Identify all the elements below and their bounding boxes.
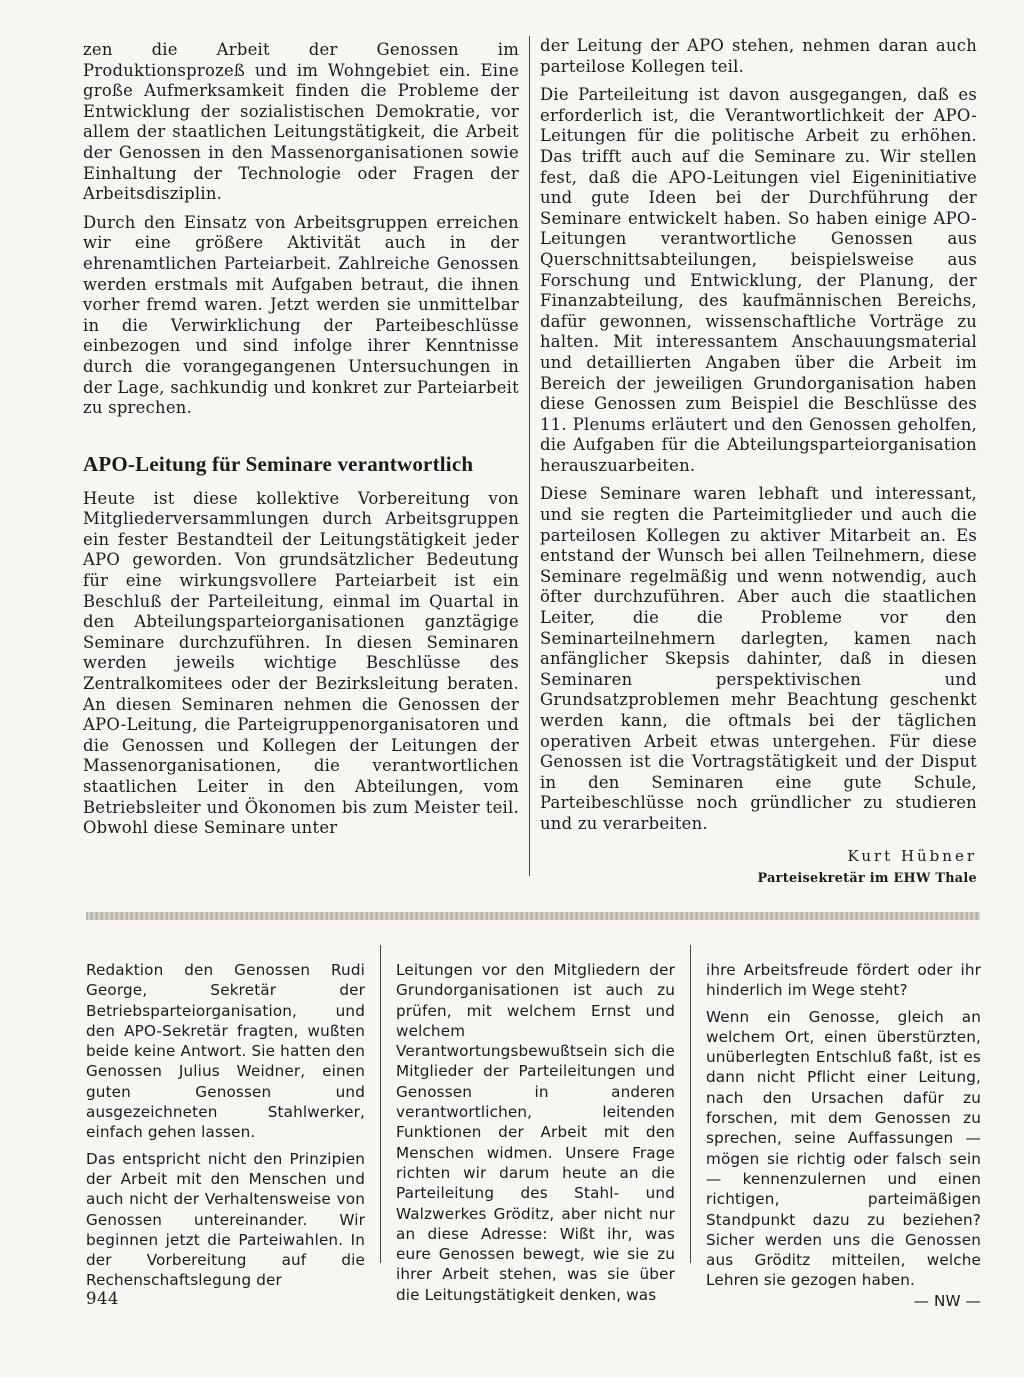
- paragraph: Heute ist diese kollektive Vorbereitung von Mitgliederversammlungen durch Arbeitsgruppen ein fester Bestandteil der Leitungstätigkeit jeder APO geworden. Von grundsätzlicher Bedeutung für eine wirkungsvollere Parteiarbeit ist ein Beschluß der Parteileitung, einmal im Quartal in den Abteilungsparteiorganisationen ganztägige Seminare durchzuführen. In diesen Seminaren werden jeweils wichtige Beschlüsse des Zentralkomitees oder der Bezirksleitung beraten. An diesen Seminaren nehmen die Genossen der APO-Leitung, die Parteigruppenorganisatoren und die Genossen und Kollegen der Leitungen der Massenorganisationen, die verantwortlichen staatlichen Leiter in den Abteilungen, vom Betriebsleiter und Ökonomen bis zum Meister teil. Obwohl diese Seminare unter: [83, 488, 519, 838]
- paragraph: Das entspricht nicht den Prinzipien der Arbeit mit den Menschen und auch nicht der Verhaltensweise von Genossen untereinander. Wir beginnen jetzt die Parteiwahlen. In der Vorbereitung auf die Rechenschaftslegung der: [86, 1149, 365, 1290]
- author-name: Kurt Hübner: [847, 846, 977, 865]
- paragraph: Leitungen vor den Mitgliedern der Grundorganisationen ist auch zu prüfen, mit welchem Ernst und welchem Verantwortungsbewußtsein sich die Mitglieder der Parteileitungen und Genossen in anderen verantwortlichen, leitenden Funktionen der Arbeit mit den Menschen widmen. Unsere Frage richten wir darum heute an die Parteileitung des Stahl- und Walzwerkes Gröditz, aber nicht nur an diese Adresse: Wißt ihr, was eure Genossen bewegt, wie sie zu ihrer Arbeit stehen, was sie über die Leitungstätigkeit denken, was: [396, 961, 675, 1304]
- paragraph: Diese Seminare waren lebhaft und interessant, und sie regten die Parteimitglieder und auch die parteilosen Kollegen zu aktiver Mitarbeit an. Es entstand der Wunsch bei allen Teilnehmern, diese Seminare regelmäßig und wenn notwendig, auch öfter durchzuführen. Aber auch die staatlichen Leiter, die die Probleme vor den Seminarteilnehmern darlegten, kamen nach anfänglicher Skepsis dahinter, daß in diesen Seminaren perspektivischen und Grundsatzproblemen mehr Beachtung geschenkt werden kann, die oftmals bei der täglichen operativen Arbeit etwas untergehen. Für diese Genossen ist die Vortragstätigkeit und der Disput in den Seminaren eine gute Schule, Parteibeschlüsse noch gründlicher zu studieren und zu verarbeiten.: [540, 484, 977, 833]
- section-heading: APO-Leitung für Seminare verantwortlich: [83, 451, 474, 476]
- paragraph: ihre Arbeitsfreude fördert oder ihr hinderlich im Wege steht?: [706, 961, 981, 1000]
- section-separator-band: [86, 912, 980, 920]
- paragraph: zen die Arbeit der Genossen im Produktionsprozeß und im Wohngebiet ein. Eine große Aufmerksamkeit finden die Probleme der Entwicklung der sozialistischen Demokratie, vor allem der staatlichen Leitungstätigkeit, die Arbeit der Genossen in den Massenorganisationen sowie Einhaltung der Technologie oder Fragen der Arbeitsdisziplin.: [83, 40, 519, 204]
- paragraph: Redaktion den Genossen Rudi George, Sekretär der Betriebsparteiorganisation, und den APO-Sekretär fragten, wußten beide keine Antwort. Sie hatten den Genossen Julius Weidner, einen guten Genossen und ausgezeichneten Stahlwerker, einfach gehen lassen.: [86, 961, 365, 1142]
- second-article-column-3: [706, 960, 981, 1311]
- article-column-right: [540, 36, 977, 889]
- author-title: Parteisekretär im EHW Thale: [757, 870, 977, 886]
- second-article-column-2: [396, 960, 675, 1311]
- paragraph: [706, 1007, 981, 1310]
- page-number: 944: [86, 1289, 119, 1308]
- column-divider: [529, 36, 530, 876]
- article-column-left: [83, 40, 519, 847]
- column-divider: [380, 945, 381, 1263]
- second-article-column-1: [86, 960, 365, 1297]
- paragraph: Die Parteileitung ist davon ausgegangen, daß es erforderlich ist, die Verantwortlichkeit der APO-Leitungen für die politische Arbeit zu erhöhen. Das trifft auch auf die Seminare zu. Wir stellen fest, daß die APO-Leitungen viel Eigeninitiative und gute Ideen bei der Durchführung der Seminare entwickelt haben. So haben einige APO-Leitungen verantwortliche Genossen aus Querschnittsabteilungen, beispielsweise aus Forschung und Entwicklung, der Planung, der Finanzabteilung, des kaufmännischen Bereichs, dafür gewonnen, wissenschaftliche Vorträge zu halten. Mit interessantem Anschauungsmaterial und detaillierten Angaben über die Arbeit im Bereich der jeweiligen Grundorganisation haben diese Genossen zum Beispiel die Beschlüsse des 11. Plenums erläutert und den Genossen geholfen, die Aufgaben für die Abteilungsparteiorganisation herauszuarbeiten.: [540, 85, 977, 475]
- column-divider: [690, 945, 691, 1263]
- paragraph-text: Wenn ein Genosse, gleich an welchem Ort, einen überstürzten, unüberlegten Entschluß faßt, ist es dann nicht Pflicht einer Leitung, nach den Ursachen dafür zu forschen, mit dem Genossen zu sprechen, seine Auffassungen — mögen sie richtig oder falsch sein — kennenzulernen und einen richtigen, parteimäßigen Standpunkt dazu zu beziehen? Sicher werden uns die Genossen aus Gröditz mitteilen, welche Lehren sie gezogen haben.: [706, 1007, 981, 1290]
- paragraph: der Leitung der APO stehen, nehmen daran auch parteilose Kollegen teil.: [540, 36, 977, 76]
- paragraph: Durch den Einsatz von Arbeitsgruppen erreichen wir eine größere Aktivität auch in der ehrenamtlichen Parteiarbeit. Zahlreiche Genossen werden erstmals mit Aufgaben betraut, die ihnen vorher fremd waren. Jetzt werden sie unmittelbar in die Verwirklichung der Parteibeschlüsse einbezogen und sind infolge ihrer Kenntnisse durch die vorangegangenen Untersuchungen in der Lage, sachkundig und konkret zur Parteiarbeit zu sprechen.: [83, 212, 519, 418]
- author-signature: — NW —: [913, 1291, 981, 1310]
